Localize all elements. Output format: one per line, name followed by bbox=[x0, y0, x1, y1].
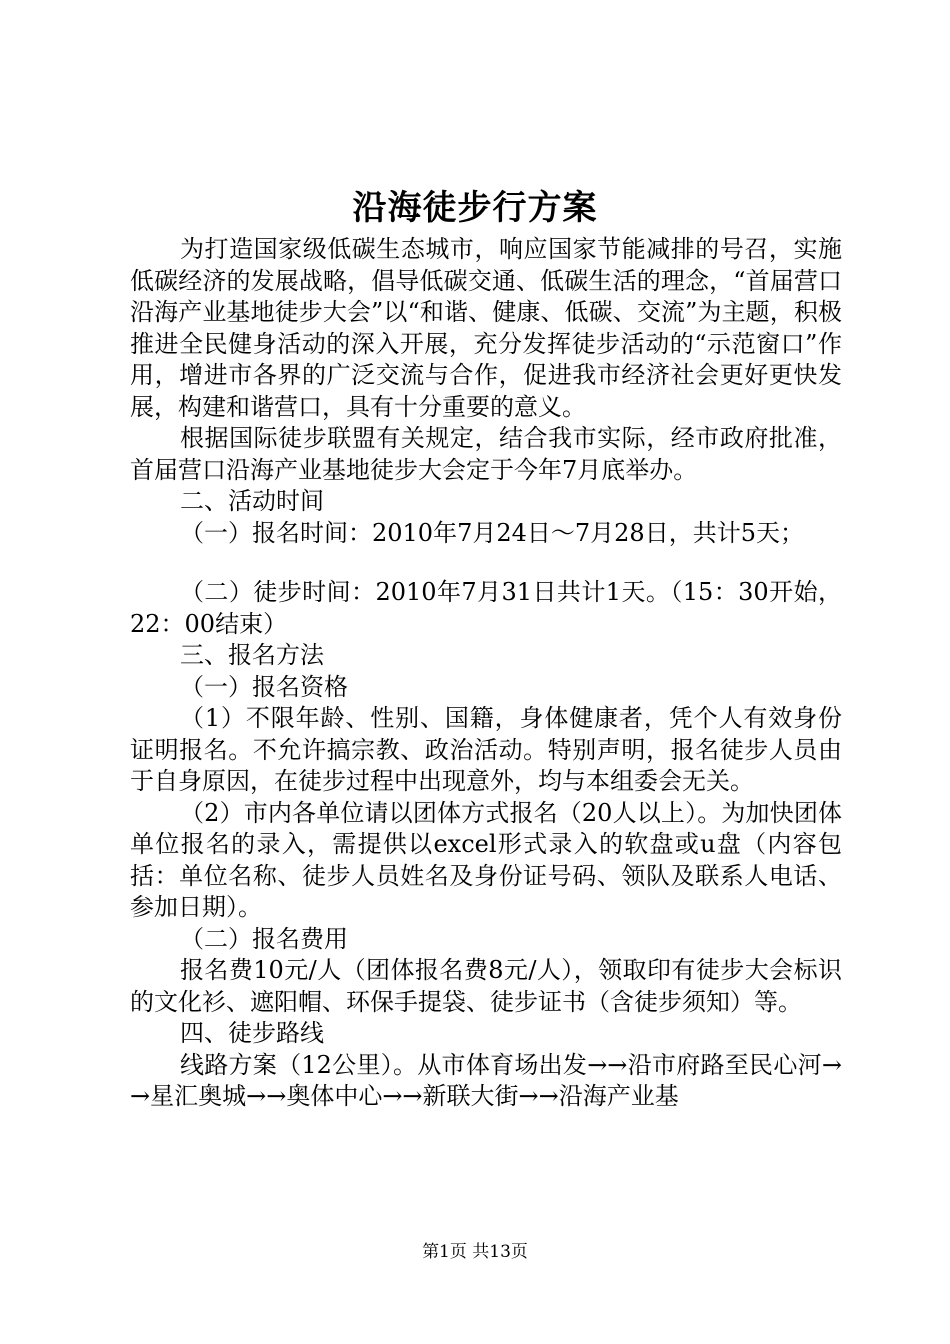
paragraph-signup-time: （一）报名时间：2010年7月24日～7月28日，共计5天； bbox=[180, 518, 804, 547]
page-footer: 第1页 共13页 bbox=[422, 1242, 528, 1262]
section-heading-signup: 三、报名方法 bbox=[180, 641, 324, 669]
subheading-eligibility: （一）报名资格 bbox=[180, 672, 348, 701]
paragraph-fee: 报名费10元/人（团体报名费8元/人），领取印有徒步大会标识的文化衫、遮阳帽、环保手提袋、徒步证书（含徒步须知）等。 bbox=[130, 956, 842, 1016]
paragraph-eligibility-2: （2）市内各单位请以团体方式报名（20人以上）。为加快团体单位报名的录入，需提供以excel形式录入的软盘或u盘（内容包括：单位名称、徒步人员姓名及身份证号码、领队及联系人电话、参加日期）。 bbox=[130, 798, 842, 921]
subheading-fee: （二）报名费用 bbox=[180, 924, 348, 953]
paragraph-eligibility-1: （1）不限年龄、性别、国籍，身体健康者，凭个人有效身份证明报名。不允许搞宗教、政治活动。特别声明，报名徒步人员由于自身原因，在徒步过程中出现意外，均与本组委会无关。 bbox=[130, 704, 842, 795]
paragraph-walk-time: （二）徒步时间：2010年7月31日共计1天。（15：30开始，22：00结束） bbox=[130, 578, 842, 638]
section-heading-time: 二、活动时间 bbox=[180, 487, 324, 515]
blank-line bbox=[130, 549, 842, 577]
section-heading-route: 四、徒步路线 bbox=[180, 1019, 324, 1047]
paragraph-intro: 为打造国家级低碳生态城市，响应国家节能减排的号召，实施低碳经济的发展战略，倡导低碳交通、低碳生活的理念，“首届营口沿海产业基地徒步大会”以“和谐、健康、低碳、交流”为主题，积极推进全民健身活动的深入开展，充分发挥徒步活动的“示范窗口”作用，增进市各界的广泛交流与合作，促进我市经济社会更好更快发展，构建和谐营口，具有十分重要的意义。 bbox=[130, 235, 842, 421]
paragraph-basis: 根据国际徒步联盟有关规定，结合我市实际，经市政府批准，首届营口沿海产业基地徒步大会定于今年7月底举办。 bbox=[130, 424, 842, 484]
document-title: 沿海徒步行方案 bbox=[352, 188, 598, 228]
paragraph-route: 线路方案（12公里）。从市体育场出发→→沿市府路至民心河→→星汇奥城→→奥体中心→→新联大街→→沿海产业基 bbox=[130, 1050, 842, 1110]
document-body bbox=[130, 234, 842, 1113]
